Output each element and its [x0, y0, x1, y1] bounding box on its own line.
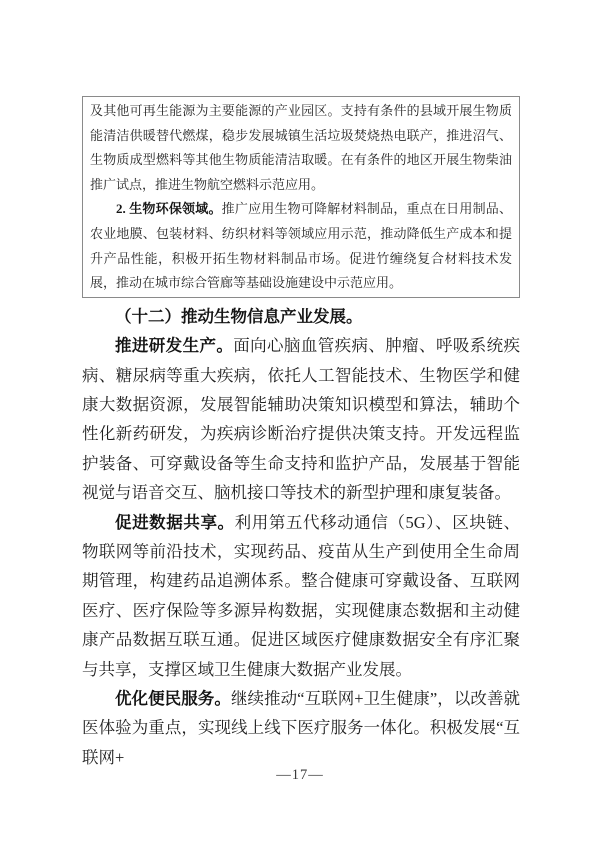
box-paragraph-text: 及其他可再生能源为主要能源的产业园区。支持有条件的县域开展生物质能清洁供暖替代燃煤，稳步发展城镇生活垃圾焚烧热电联产，推进沼气、生物质成型燃料等其他生物质能清洁取暖。在有条件的地区开展生物柴油推广试点，推进生物航空燃料示范应用。	[90, 103, 512, 192]
paragraph-data-sharing	[82, 508, 520, 684]
box-paragraph-continuation	[90, 99, 512, 197]
paragraph-convenient-services	[82, 684, 520, 772]
paragraph-text: 面向心脑血管疾病、肿瘤、呼吸系统疾病、糖尿病等重大疾病，依托人工智能技术、生物医学和健康大数据资源，发展智能辅助决策知识模型和算法，辅助个性化新药研发，为疾病诊断治疗提供决策支持。开发远程监护装备、可穿戴设备等生命支持和监护产品，发展基于智能视觉与语音交互、脑机接口等技术的新型护理和康复装备。	[82, 336, 521, 503]
paragraph-lead: 优化便民服务。	[115, 689, 231, 709]
page-content	[82, 96, 520, 772]
paragraph-lead: 推进研发生产。	[115, 336, 234, 356]
box-paragraph-bio-environment	[90, 197, 512, 295]
paragraph-lead: 促进数据共享。	[115, 512, 235, 532]
highlighted-box	[82, 96, 520, 298]
paragraph-text: 继续推动“互联网+卫生健康”，以改善就医体验为重点，实现线上线下医疗服务一体化。积极发展“互联网+	[82, 689, 521, 767]
paragraph-text: 利用第五代移动通信（5G）、区块链、物联网等前沿技术，实现药品、疫苗从生产到使用全生命周期管理，构建药品追溯体系。整合健康可穿戴设备、互联网医疗、医疗保险等多源异构数据，实现健康态数据和主动健康产品数据互联互通。促进区域医疗健康数据安全有序汇聚与共享，支撑区域卫生健康大数据产业发展。	[82, 512, 521, 679]
box-paragraph-text: 推广应用生物可降解材料制品，重点在日用制品、农业地膜、包装材料、纺织材料等领域应用示范，推动降低生产成本和提升产品性能，积极开拓生物材料制品市场。促进竹缠绕复合材料技术发展，推动在城市综合管廊等基础设施建设中示范应用。	[90, 201, 512, 291]
section-heading: （十二）推动生物信息产业发展。	[115, 306, 363, 326]
box-paragraph-lead: 2. 生物环保领域。	[116, 201, 222, 217]
page-number: —17—	[276, 767, 324, 783]
paragraph-rd-production	[82, 331, 520, 507]
